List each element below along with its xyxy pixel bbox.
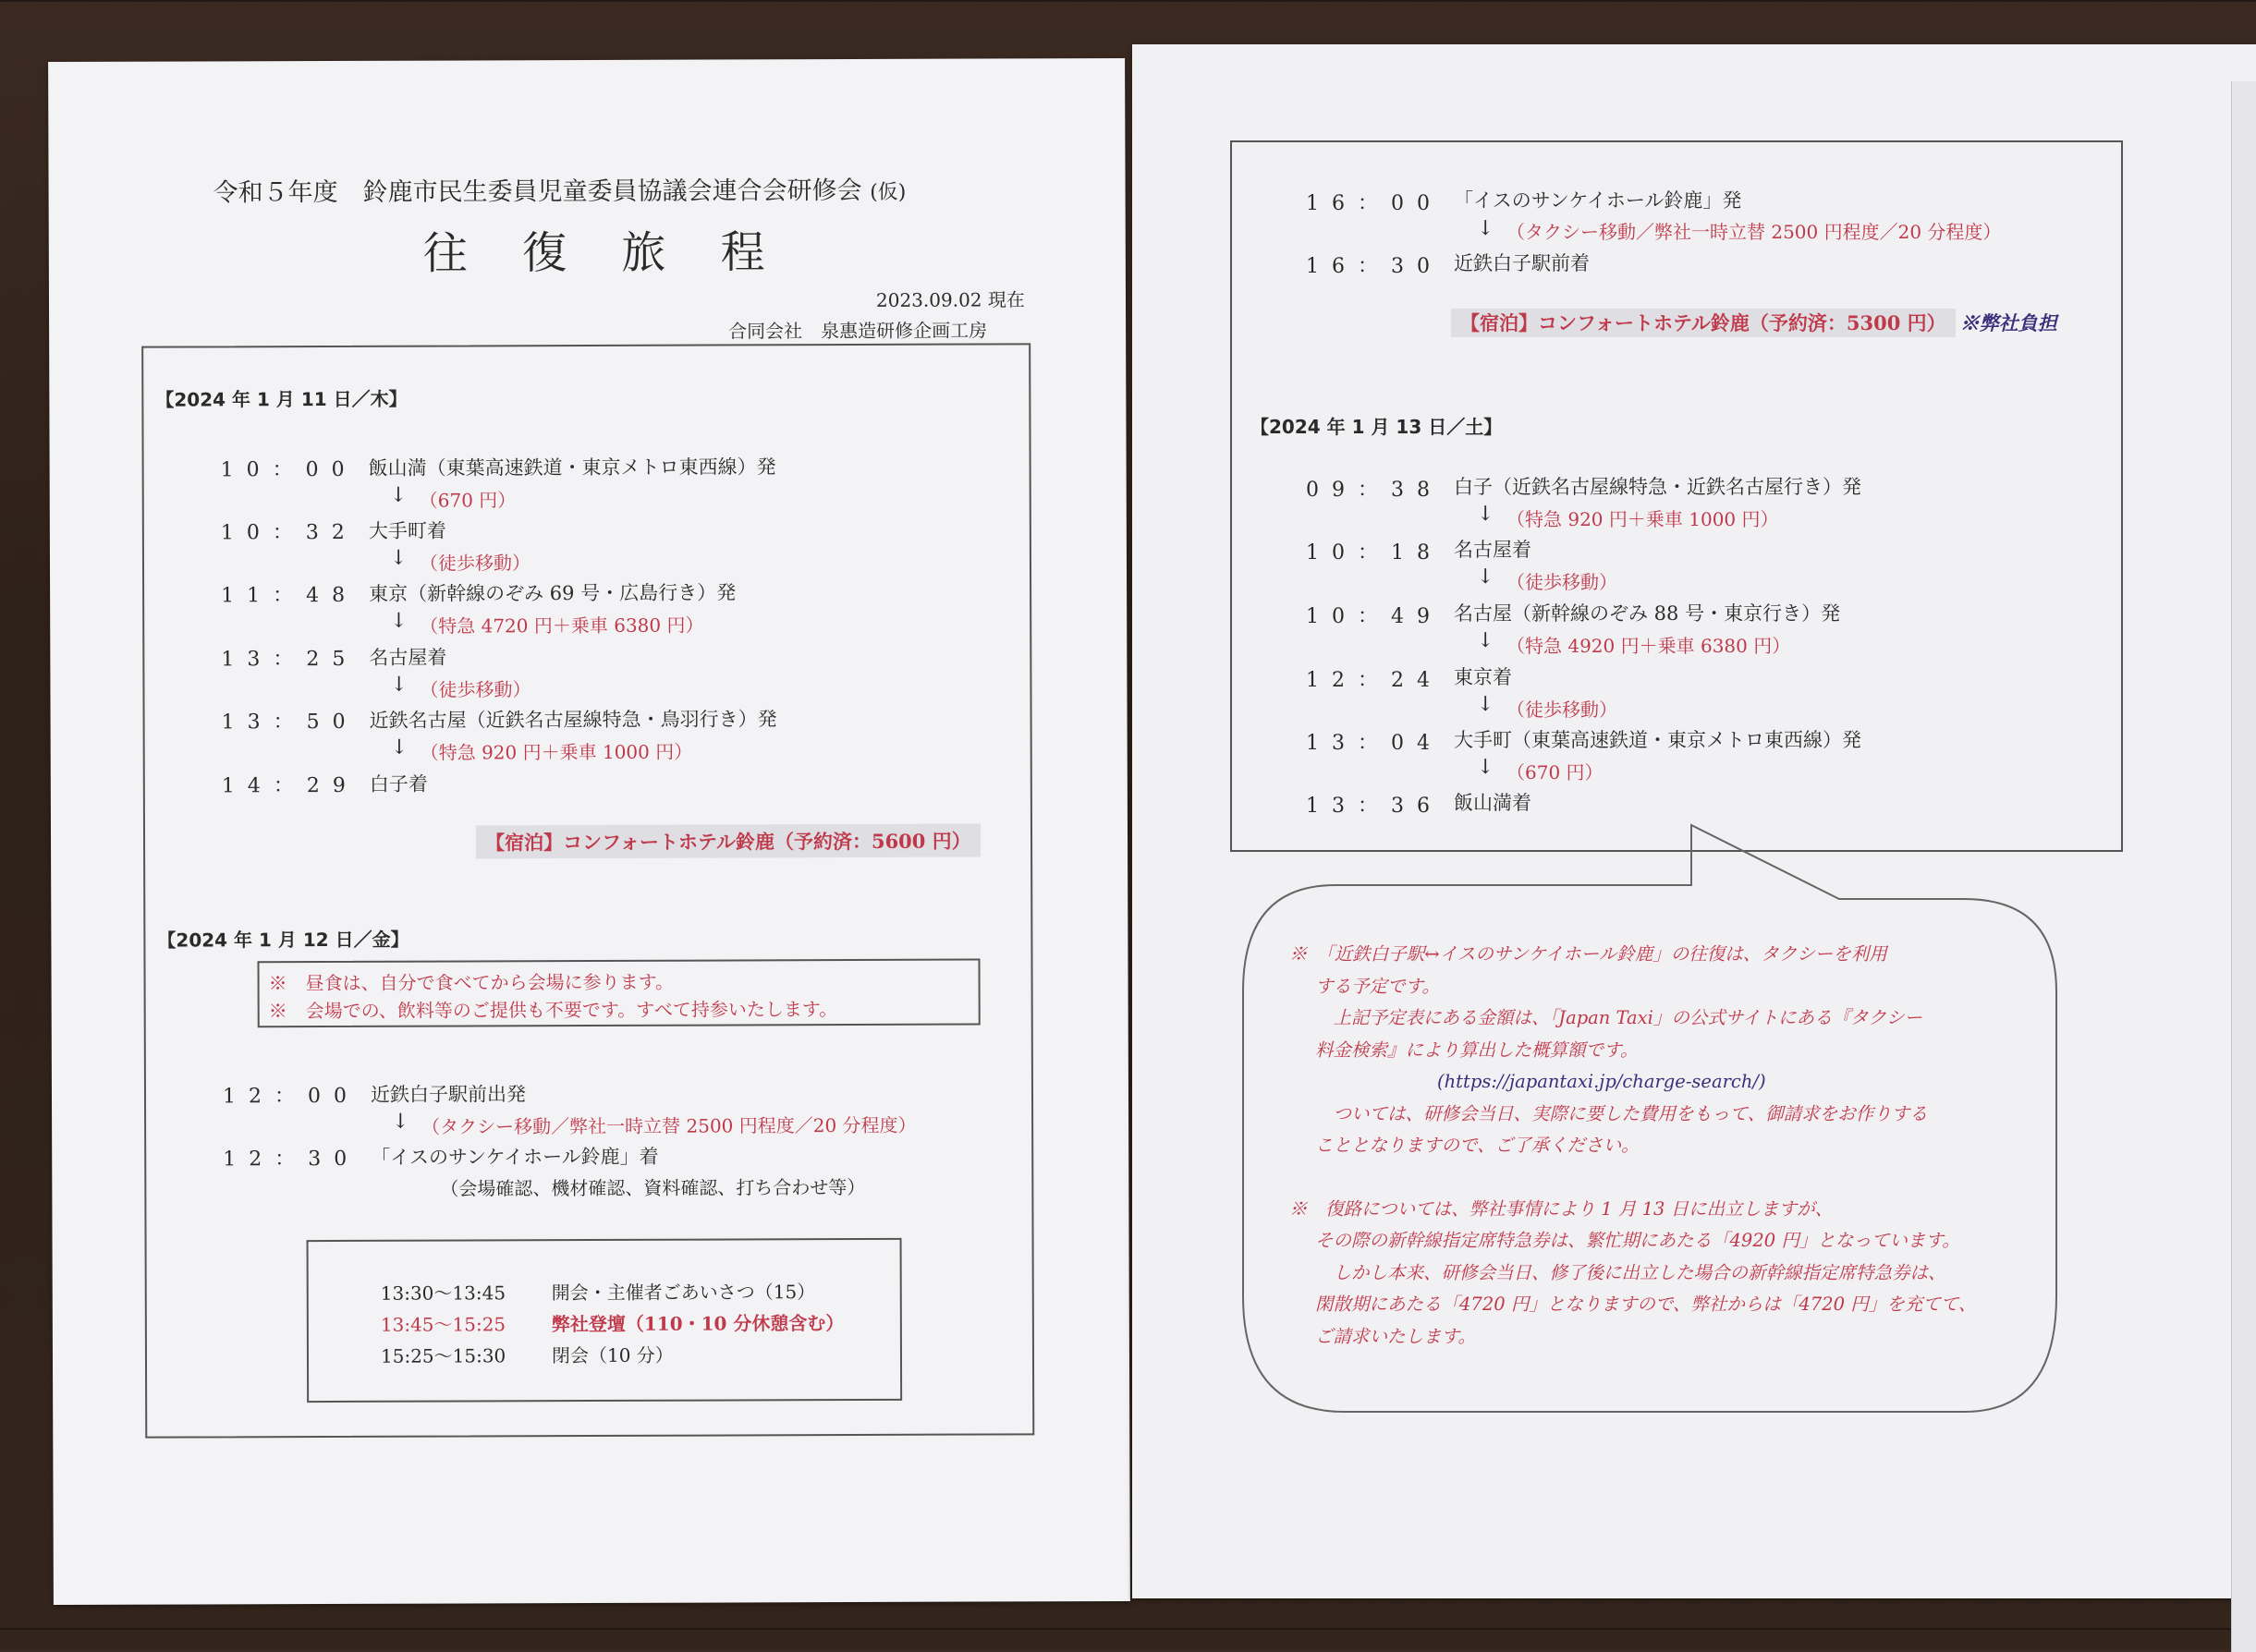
bubble-line: 上記予定表にある金額は、「Japan Taxi」の公式サイトにある『タクシー (1315, 1007, 1923, 1028)
fare-note: （タクシー移動／弊社一時立替 2500 円程度／20 分程度） (1506, 221, 2002, 243)
stop: 大手町（東葉高速鉄道・東京メトロ東西線）発 (1454, 729, 1861, 751)
arrow-icon: ↓ (392, 1110, 409, 1134)
stop: 近鉄名古屋（近鉄名古屋線特急・鳥羽行き）発 (369, 708, 777, 732)
page-edge (2231, 81, 2256, 1652)
company-name: 合同会社 泉惠造研修企画工房 (728, 319, 988, 343)
arrow-icon: ↓ (1477, 756, 1494, 779)
arrow-icon: ↓ (1477, 565, 1494, 589)
fare-note: （徒歩移動） (1506, 571, 1617, 593)
stop: 東京着 (1454, 666, 1512, 688)
date-status: 2023.09.02 現在 (875, 288, 1025, 311)
bubble-line: ※ 「近鉄白子駅↔イスのサンケイホール鈴鹿」の往復は、タクシーを利用 (1289, 943, 1887, 965)
bubble-line: しかし本来、研修会当日、修了後に出立した場合の新幹線指定席特急券は、 (1315, 1261, 1946, 1283)
bubble-text (1289, 939, 2029, 1353)
stop: 白子着 (369, 772, 428, 796)
arrow-icon: ↓ (390, 673, 408, 697)
notice-lunch: ※ 昼食は、自分で食べてから会場に参ります。 (268, 970, 675, 995)
schedule-item: 閉会（10 分） (551, 1343, 674, 1367)
time: 13：50 (221, 710, 359, 735)
arrow-icon: ↓ (390, 609, 408, 633)
header-tentative: (仮) (870, 180, 907, 204)
hotel-label: 【宿泊】コンフォートホテル鈴鹿（予約済：5300 円） (1451, 309, 1956, 337)
time: 16：00 (1306, 192, 1443, 215)
stop: 名古屋着 (369, 646, 447, 669)
arrow-icon: ↓ (1477, 629, 1494, 652)
bubble-line: ご請求いたします。 (1315, 1325, 1476, 1347)
time: 12：30 (223, 1147, 360, 1172)
bubble-line: 閑散期にあたる「4720 円」となりますので、弊社からは「4720 円」を充てて、 (1315, 1294, 1977, 1315)
bubble-url: (https://japantaxi.jp/charge-search/) (1437, 1071, 1766, 1092)
page-title: 往 復 旅 程 (422, 226, 786, 280)
schedule-item: 開会・主催者ごあいさつ（15） (551, 1281, 816, 1305)
time: 14：29 (221, 773, 359, 798)
stop: 飯山満（東葉高速鉄道・東京メトロ東西線）発 (368, 456, 776, 480)
fare-note: （徒歩移動） (1506, 698, 1617, 721)
stop: 東京（新幹線のぞみ 69 号・広島行き）発 (369, 581, 737, 605)
bubble-line: ついては、研修会当日、実際に要した費用をもって、御請求をお作りする (1315, 1102, 1928, 1124)
fare-note: （特急 4720 円＋乗車 6380 円） (420, 613, 704, 638)
schedule-time: 13:45〜15:25 (380, 1313, 506, 1336)
stop: 大手町着 (368, 519, 446, 542)
bubble-spacer (1289, 1162, 2029, 1194)
time: 10：18 (1306, 541, 1443, 565)
time: 12：00 (222, 1084, 360, 1109)
venue-subnote: （会場確認、機材確認、資料確認、打ち合わせ等） (440, 1175, 866, 1200)
fare-note: （タクシー移動／弊社一時立替 2500 円程度／20 分程度） (421, 1113, 917, 1138)
time: 10：32 (220, 520, 358, 545)
hotel-extra: ※弊社負担 (1959, 311, 2057, 334)
arrow-icon: ↓ (390, 735, 409, 759)
fare-note: （徒歩移動） (419, 552, 531, 575)
time: 10：00 (220, 457, 358, 482)
fare-note: （特急 920 円＋乗車 1000 円） (1506, 508, 1779, 530)
time: 11：48 (221, 583, 359, 608)
stop: 白子（近鉄名古屋線特急・近鉄名古屋行き）発 (1454, 476, 1861, 498)
time: 12：24 (1306, 669, 1443, 692)
header-title: 令和５年度 鈴鹿市民生委員児童委員協議会連合会研修会 (仮) (213, 176, 907, 208)
arrow-icon: ↓ (389, 483, 408, 507)
time: 16：30 (1306, 255, 1443, 278)
schedule-time: 13:30〜13:45 (380, 1282, 506, 1305)
bubble-line: こととなりますので、ご了承ください。 (1315, 1135, 1640, 1156)
fare-note: （特急 4920 円＋乗車 6380 円） (1506, 635, 1791, 657)
bubble-line: ※ 復路については、弊社事情により 1 月 13 日に出立しますが、 (1289, 1197, 1834, 1220)
stop: 「イスのサンケイホール鈴鹿」発 (1454, 189, 1742, 212)
fare-note: （670 円） (419, 489, 517, 512)
hotel-label: 【宿泊】コンフォートホテル鈴鹿（予約済：5600 円） (476, 824, 981, 859)
stop: 名古屋着 (1454, 539, 1531, 561)
time: 09：38 (1306, 479, 1443, 502)
schedule-item: 弊社登壇（110・10 分休憩含む） (551, 1312, 845, 1336)
notice-drinks: ※ 会場での、飲料等のご提供も不要です。すべて持参いたします。 (268, 998, 838, 1023)
arrow-icon: ↓ (1477, 693, 1494, 716)
time: 13：36 (1306, 795, 1443, 818)
day3-heading: 【2024 年 1 月 13 日／土】 (1250, 416, 1503, 438)
time: 13：25 (221, 647, 359, 672)
day1-heading: 【2024 年 1 月 11 日／木】 (155, 387, 408, 411)
bubble-line: 料金検索』により算出した概算額です。 (1315, 1039, 1639, 1061)
fare-note: （特急 920 円＋乗車 1000 円） (420, 740, 693, 764)
arrow-icon: ↓ (1477, 217, 1494, 240)
time: 13：04 (1306, 732, 1443, 755)
fare-note: （670 円） (1506, 761, 1604, 783)
stop: 飯山満着 (1454, 792, 1531, 814)
day2-heading: 【2024 年 1 月 12 日／金】 (157, 928, 409, 952)
stop: 近鉄白子駅前出発 (370, 1083, 527, 1106)
bubble-line: その際の新幹線指定席特急券は、繁忙期にあたる「4920 円」となっています。 (1315, 1230, 1960, 1251)
schedule-time: 15:25〜15:30 (380, 1344, 506, 1367)
stop: 名古屋（新幹線のぞみ 88 号・東京行き）発 (1454, 602, 1841, 625)
hotel-row (1451, 309, 2057, 336)
stop: 「イスのサンケイホール鈴鹿」着 (371, 1145, 659, 1169)
arrow-icon: ↓ (1477, 503, 1494, 526)
fare-note: （徒歩移動） (420, 678, 531, 701)
time: 10：49 (1306, 605, 1443, 628)
left-page (48, 58, 1130, 1605)
bubble-line: する予定です。 (1315, 975, 1440, 997)
arrow-icon: ↓ (389, 546, 408, 570)
stop: 近鉄白子駅前着 (1454, 252, 1590, 274)
right-page (1132, 44, 2256, 1598)
